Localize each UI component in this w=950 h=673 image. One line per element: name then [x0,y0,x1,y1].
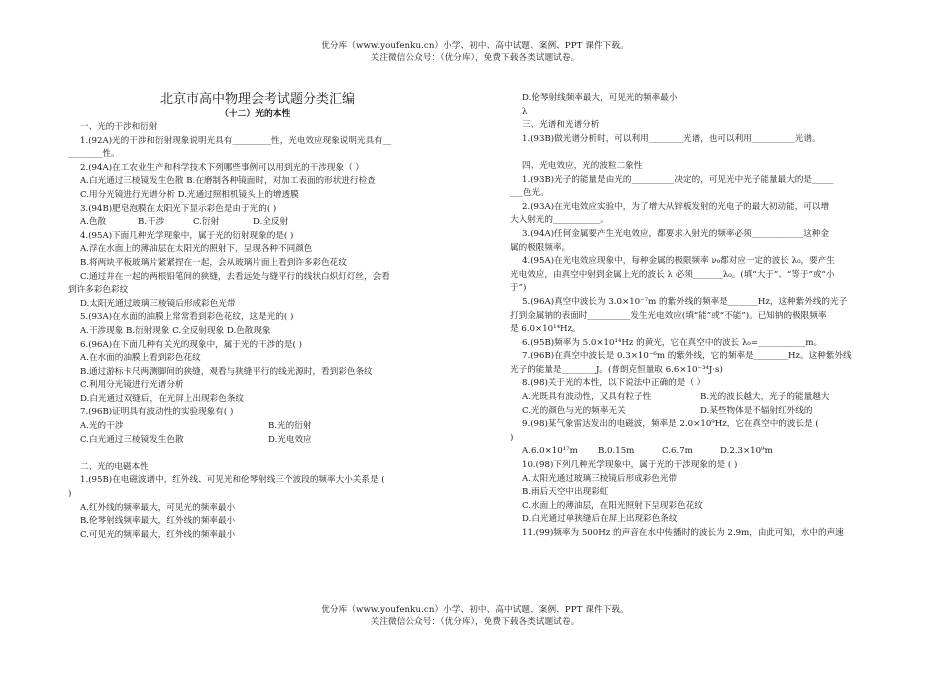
section-heading: 三、光谱和光谱分析 [522,120,600,131]
option-text: B.通过游标卡尺两测脚间的狭缝，观看与狭缝平行的线光源时，看到彩色条纹 [80,366,373,377]
option-text: A.太阳光通过玻璃三棱镜后形成彩色光带 [522,473,678,484]
section-heading: 一、光的干涉和衍射 [80,122,158,132]
question-text: 1.(92A)光的干涉和衍射现象说明光具有_________性，光电效应现象说明光具有__ [80,135,392,146]
option-text: A.光的干涉 [80,421,124,432]
option-text: C.可见光的频率最大，红外线的频率最小 [80,529,236,540]
option-row [510,445,894,459]
option-text: A.色散 [80,217,107,228]
header-line-2: 关注微信公众号：（优分库），免费下载各类试题试卷。 [370,53,580,63]
question-text: ) [68,489,72,500]
question-text: 于”) [510,283,527,294]
option-text: A.干涉现象 B.衍射现象 C.全反射现象 D.色散现象 [80,325,271,336]
option-text: C.利用分光镜进行光谱分析 [80,380,184,391]
question-text: 大入射光的___________。 [510,215,609,226]
option-row [510,391,894,405]
right-column [510,92,894,541]
option-text: B.将两块平板玻璃片紧紧捏在一起，会从玻璃片面上看到许多彩色花纹 [80,257,347,268]
option-text: A.6.0×10¹⁷m [522,446,578,457]
option-text: B.雨后天空中出现彩虹 [522,487,609,498]
option-text: B.伦琴射线频率最大，红外线的频率最小 [80,516,236,527]
option-text: D.某些物体是不辐射红外线的 [700,405,813,416]
document-title: 北京市高中物理会考试题分类汇编 [160,92,356,107]
question-text: 5.(93A)在水面的油膜上常常看到彩色花纹，这是光的( ) [80,312,294,323]
option-text: D.白光通过双缝后，在光屏上出现彩色条纹 [80,393,245,404]
document-subtitle: （十二）光的本性 [220,109,291,119]
question-text: ) [510,432,514,443]
option-text: C.白光通过三棱镜发生色散 [80,434,184,445]
option-text: D.伦琴射线频率最大，可见光的频率最小 [522,93,678,103]
question-text: 光子的能量是________J。(普朗克恒量取 6.6×10⁻³⁴J·s) [510,364,723,375]
option-text: C.用分光镜进行光谱分析 D.光通过照相机镜头上的增透膜 [80,189,299,200]
question-text: 4.(95A)在光电效应现象中，每种金属的极限频率 ν₀都对应一定的波长 λ₀，要产生 [522,256,835,267]
option-text: A.红外线的频率最大，可见光的频率最小 [80,502,236,513]
option-row [68,434,448,448]
blank-line [68,447,448,461]
option-text: B.干涉 [138,217,165,228]
question-text: 1.(93B)光子的能量是由光的__________决定的，可见光中光子能量最大的是_____ [522,174,834,185]
option-text: D.2.3×10⁹m [720,446,773,457]
footer-line-1: 优分库（www.youfenku.cn）小学、初中、高中试题、案例、PPT 课件下载。 [321,605,629,615]
question-text: 3.(94B)肥皂泡膜在太阳光下显示彩色是由于光的( ) [80,203,277,214]
question-text: 10.(98)下列几种光学现象中，属于光的干涉现象的是 ( ) [522,460,738,471]
option-text: A.光既具有波动性，又具有粒子性 [522,392,652,403]
option-text: 到许多彩色彩纹 [68,285,129,296]
option-text: C.6.7m [662,446,693,457]
option-text: D.全反射 [253,217,289,228]
question-text: 光电效应，由真空中射到金属上光的波长 λ 必须_______λ₀。(填“大于”、“等于”或“小 [510,269,835,280]
footer-line-2: 关注微信公众号：（优分库），免费下载各类试题试卷。 [370,617,580,627]
question-text: 5.(96A)真空中波长为 3.0×10⁻⁷m 的紫外线的频率是_______Hz，这种紫外线的光子 [522,296,848,307]
question-text: 6.(96A)在下面几种有关光的现象中，属于光的干涉的是( ) [80,339,302,350]
page-footer [0,604,950,628]
question-text: 9.(98)某气象雷达发出的电磁波，频率是 2.0×10⁹Hz，它在真空中的波长是 ( [522,419,819,430]
question-text: 2.(93A)在光电效应实验中，为了增大从锌板发射的光电子的最大初动能，可以增 [522,201,830,212]
left-column [68,92,448,542]
option-row [510,405,894,419]
question-text: 7.(96B)证明具有波动性的实验现象有( ) [80,407,234,418]
question-text: ___色光。 [510,188,549,199]
option-row [68,216,448,230]
stray-symbol: λ [522,106,528,117]
question-text: 7.(96B)在真空中波长是 0.3×10⁻⁶m 的紫外线，它的频率是________Hz。这种紫外线 [522,351,852,362]
question-text: 4.(95A)下面几种光学现象中，属于光的衍射现象的是( ) [80,230,294,241]
option-row [68,420,448,434]
question-text: 3.(94A)任何金属要产生光电效应，都要求入射光的频率必须____________这种金 [522,228,830,239]
option-text: D.光电效应 [268,434,312,445]
section-heading: 四、光电效应，光的波粒二象性 [522,160,643,171]
option-text: A.白光通过三棱镜发生色散 B.在磨制各种镜面时，对加工表面的形状进行检查 [80,176,376,187]
header-line-1: 优分库（www.youfenku.cn）小学、初中、高中试题、案例、PPT 课件下载。 [321,41,629,51]
question-text: 1.(95B)在电磁波谱中，红外线、可见光和伦琴射线三个波段的频率大小关系是 ( [80,475,385,486]
option-text: B.0.15m [598,446,635,457]
question-text: 打到金属钠的表面时__________发生光电效应(填“能”或“不能”)。已知钠的极限频率 [510,310,827,321]
question-text: 11.(99)频率为 500Hz 的声音在水中传播时的波长为 2.9m，由此可知，水中的声速 [522,528,844,538]
question-text: 6.(95B)频率为 5.0×10¹⁴Hz 的黄光，它在真空中的波长 λ₀=___________m。 [522,337,823,348]
option-text: A.在水面的油膜上看到彩色花纹 [80,353,201,364]
option-text: B.光的波长越大，光子的能量越大 [700,392,830,403]
question-text: 属的极限频率。 [510,242,571,253]
option-text: C.光的颜色与光的频率无关 [522,405,626,416]
question-text: 2.(94A)在工农业生产和科学技术下列哪些事例可以用到光的干涉现象（ ） [80,162,364,173]
option-text: D.白光通过单狭缝后在屏上出现彩色条纹 [522,514,678,525]
option-text: C.通过并在一起的两根铅笔间的狭缝，去看远处与缝平行的线状白炽灯灯丝，会看 [80,271,390,282]
question-text: 1.(93B)做光谱分析时，可以利用________光谱，也可以利用__________光谱。 [522,133,821,144]
blank-line [510,146,894,160]
section-heading: 二、光的电磁本性 [80,461,149,472]
option-text: B.光的衍射 [268,421,312,432]
option-text: D.太阳光通过玻璃三棱镜后形成彩色光带 [80,298,236,309]
option-text: A.浮在水面上的薄油层在太阳光的照射下，呈现各种不同颜色 [80,244,313,255]
option-text: C.衍射 [193,217,220,228]
question-text: 8.(98)关于光的本性，以下说法中正确的是（ ） [522,378,706,389]
question-text: ________性。 [68,149,120,160]
option-text: C.水面上的薄油层，在阳光照射下呈现彩色花纹 [522,500,703,511]
page-header [0,40,950,64]
question-text: 是 6.0×10¹⁴Hz。 [510,324,581,335]
